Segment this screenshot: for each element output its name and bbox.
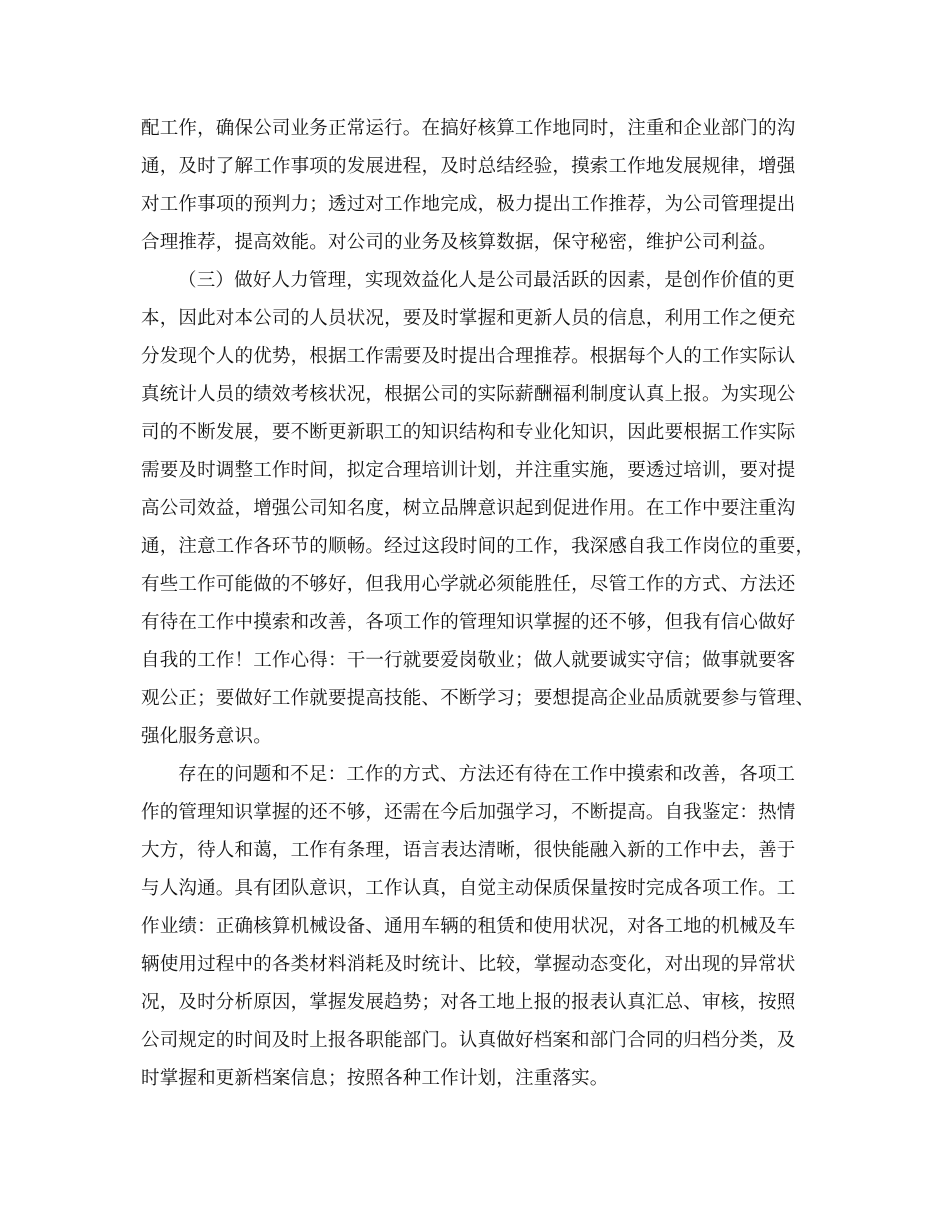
text-line: 观公正；要做好工作就要提高技能、不断学习；要想提高企业品质就要参与管理、 [141, 688, 815, 709]
text-line: 司的不断发展，要不断更新职工的知识结构和专业化知识，因此要根据工作实际 [141, 422, 796, 443]
text-line: 通，注意工作各环节的顺畅。经过这段时间的工作，我深感自我工作岗位的重要， [141, 536, 815, 557]
text-line: 公司规定的时间及时上报各职能部门。认真做好档案和部门合同的归档分类，及 [141, 1030, 796, 1051]
text-line: 分发现个人的优势，根据工作需要及时提出合理推荐。根据每个人的工作实际认 [141, 346, 796, 367]
paragraph-start-line: 存在的问题和不足：工作的方式、方法还有待在工作中摸索和改善，各项工 [178, 764, 796, 785]
text-line: 对工作事项的预判力；透过对工作地完成，极力提出工作推荐，为公司管理提出 [141, 194, 796, 215]
text-line: 有待在工作中摸索和改善，各项工作的管理知识掌握的还不够，但我有信心做好 [141, 612, 796, 633]
text-line: 通，及时了解工作事项的发展进程，及时总结经验，摸索工作地发展规律，增强 [141, 156, 796, 177]
text-line: 况，及时分析原因，掌握发展趋势；对各工地上报的报表认真汇总、审核，按照 [141, 992, 796, 1013]
text-line: 自我的工作！工作心得：干一行就要爱岗敬业；做人就要诚实守信；做事就要客 [141, 650, 796, 671]
text-line: 有些工作可能做的不够好，但我用心学就必须能胜任，尽管工作的方式、方法还 [141, 574, 796, 595]
text-line: 合理推荐，提高效能。对公司的业务及核算数据，保守秘密，维护公司利益。 [141, 232, 777, 253]
text-line: 作的管理知识掌握的还不够，还需在今后加强学习，不断提高。自我鉴定：热情 [141, 802, 796, 823]
text-line: 作业绩：正确核算机械设备、通用车辆的租赁和使用状况，对各工地的机械及车 [141, 916, 796, 937]
text-line: 时掌握和更新档案信息；按照各种工作计划，注重落实。 [141, 1068, 609, 1089]
text-line: 与人沟通。具有团队意识，工作认真，自觉主动保质保量按时完成各项工作。工 [141, 878, 796, 899]
text-line: 需要及时调整工作时间，拟定合理培训计划，并注重实施，要透过培训，要对提 [141, 460, 796, 481]
paragraph-start-line: （三）做好人力管理，实现效益化人是公司最活跃的因素，是创作价值的更 [178, 270, 796, 291]
text-line: 强化服务意识。 [141, 726, 272, 747]
text-line: 辆使用过程中的各类材料消耗及时统计、比较，掌握动态变化，对出现的异常状 [141, 954, 796, 975]
text-line: 大方，待人和蔼，工作有条理，语言表达清晰，很快能融入新的工作中去，善于 [141, 840, 796, 861]
text-line: 真统计人员的绩效考核状况，根据公司的实际薪酬福利制度认真上报。为实现公 [141, 384, 796, 405]
text-line: 本，因此对本公司的人员状况，要及时掌握和更新人员的信息，利用工作之便充 [141, 308, 796, 329]
text-line: 配工作，确保公司业务正常运行。在搞好核算工作地同时，注重和企业部门的沟 [141, 118, 796, 139]
text-line: 高公司效益，增强公司知名度，树立品牌意识起到促进作用。在工作中要注重沟 [141, 498, 796, 519]
